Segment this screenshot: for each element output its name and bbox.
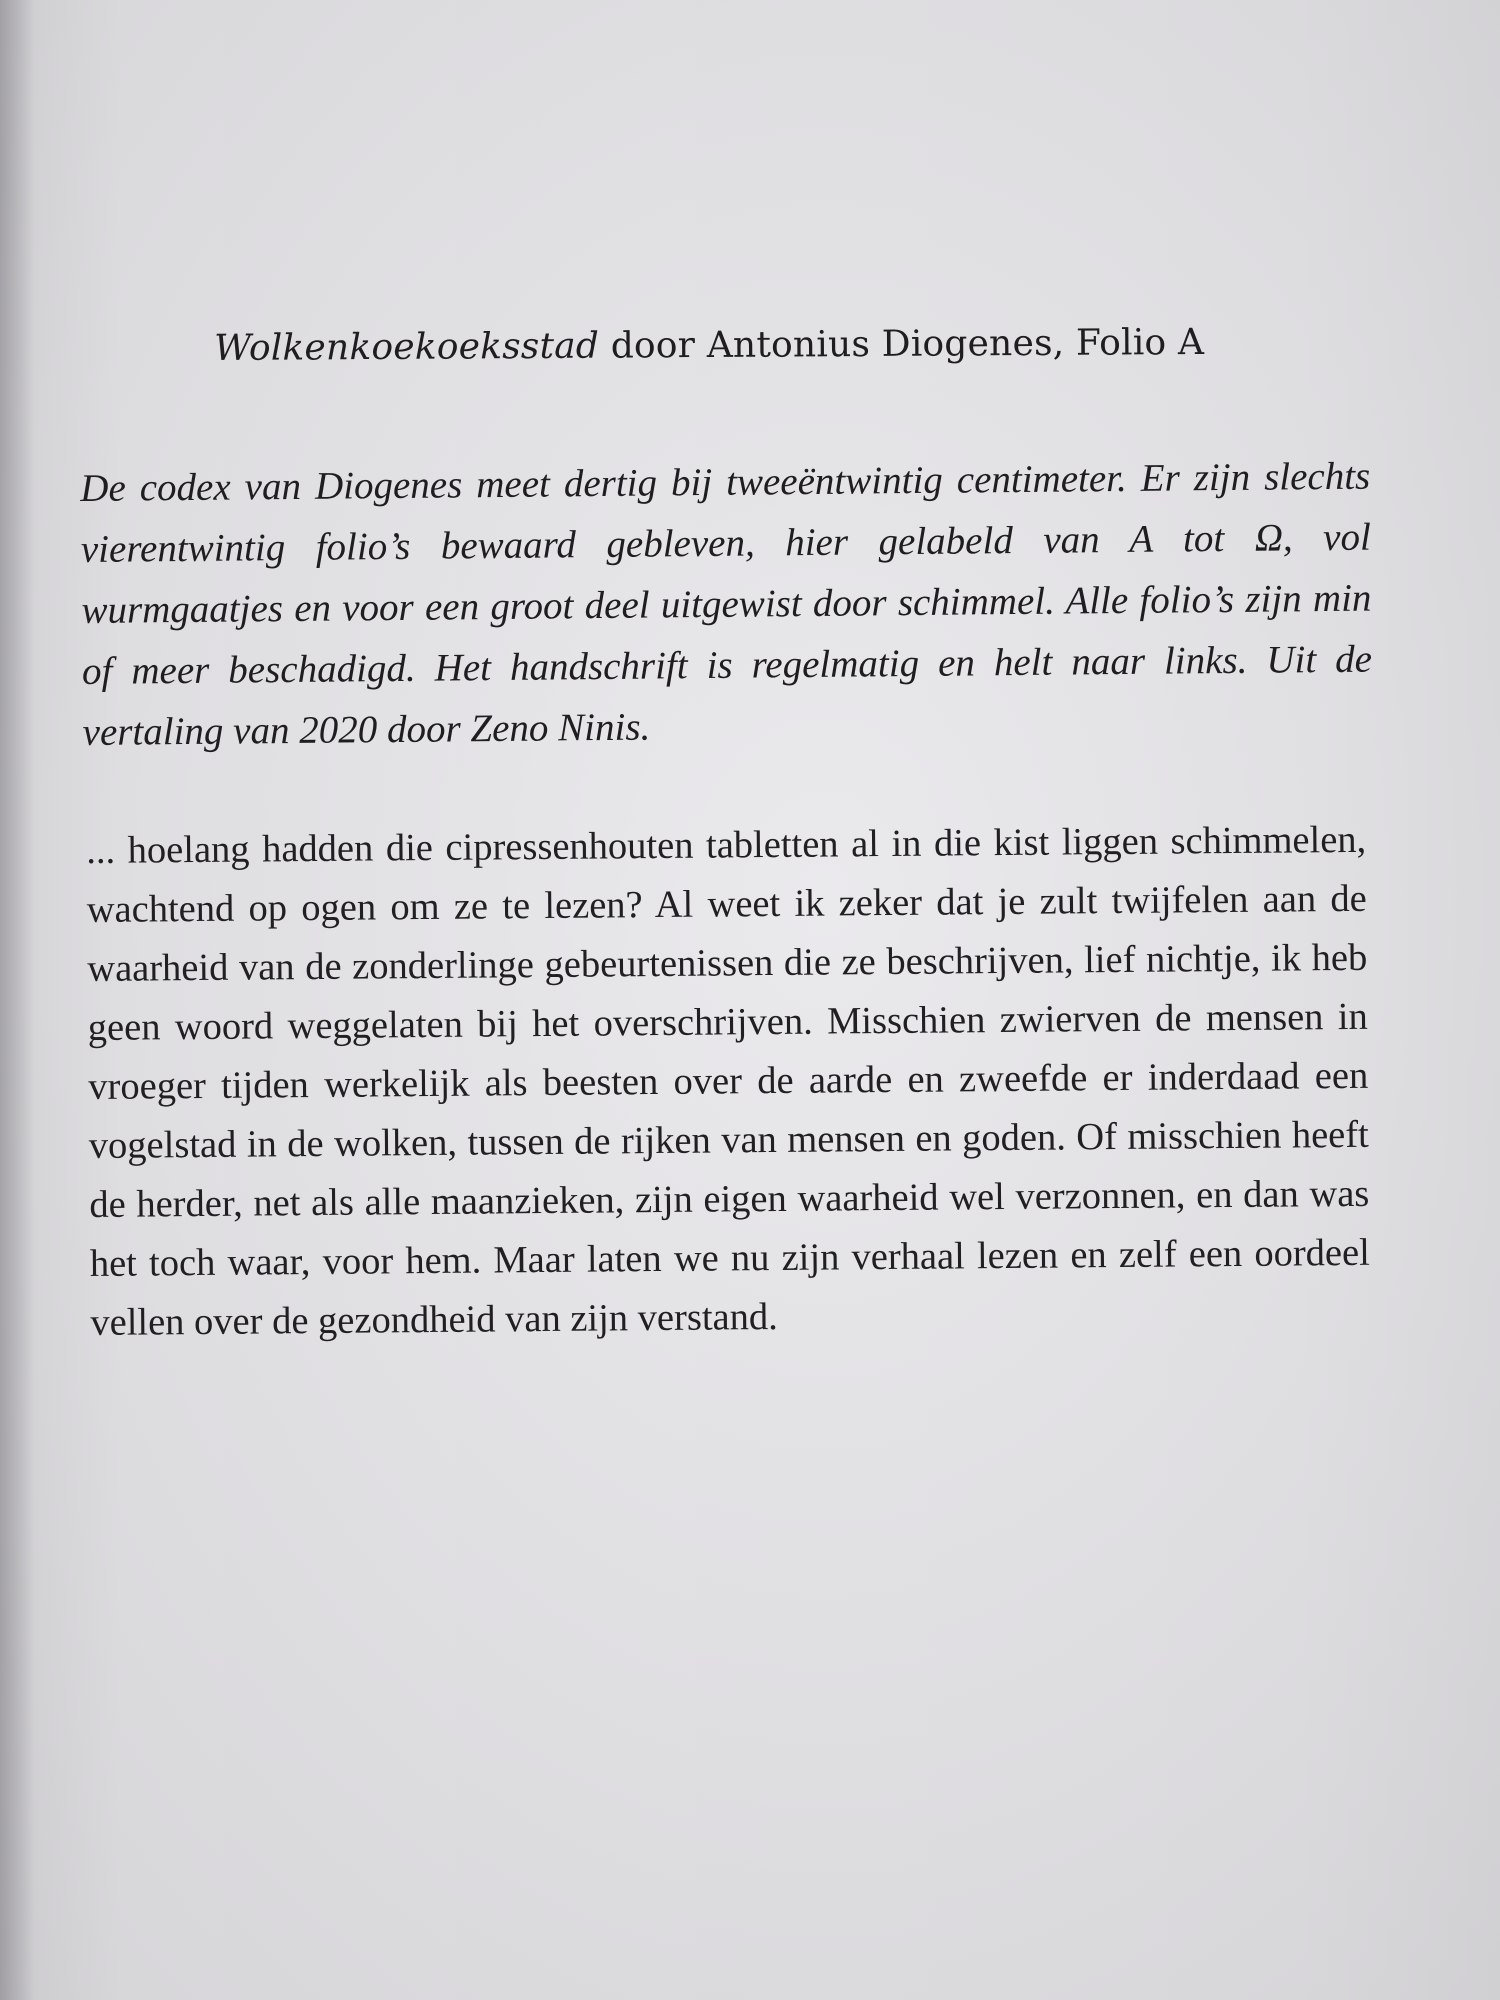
intro-paragraph-block: [80, 446, 1373, 763]
page-gutter-shadow: [0, 0, 34, 2000]
title-italic-part: Wolkenkoekoeksstad: [214, 325, 600, 369]
body-paragraph-block: [86, 811, 1371, 1353]
title-rest: door Antonius Diogenes, Folio A: [598, 321, 1205, 367]
intro-paragraph: De codex van Diogenes meet dertig bij tweeëntwintig centimeter. Er zijn slechts vierentwintig folio’s bewaard gebleven, hier gelabeld van A tot Ω, vol wurmgaatjes en voor een groot deel uitgewist door schimmel. Alle folio’s zijn min of meer beschadigd. Het handschrift is regelmatig en helt naar links. Uit de vertaling van 2020 door Zeno Ninis.: [80, 454, 1373, 754]
page-title: [214, 322, 1214, 369]
body-paragraph: ... hoelang hadden die cipressenhouten tabletten al in die kist liggen schimmelen, wachtend op ogen om ze te lezen? Al weet ik zeker dat je zult twijfelen aan de waarheid van de zonderlinge gebeurtenissen die ze beschrijven, lief nichtje, ik heb geen woord weggelaten bij het overschrijven. Misschien zwierven de mensen in vroeger tijden werkelijk als beesten over de aarde en zweefde er inderdaad een vogelstad in de wolken, tussen de rijken van mensen en goden. Of misschien heeft de herder, net als alle maanzieken, zijn eigen waarheid wel verzonnen, en dan was het toch waar, voor hem. Maar laten we nu zijn verhaal lezen en zelf een oordeel vellen over de gezondheid van zijn verstand.: [86, 818, 1370, 1344]
